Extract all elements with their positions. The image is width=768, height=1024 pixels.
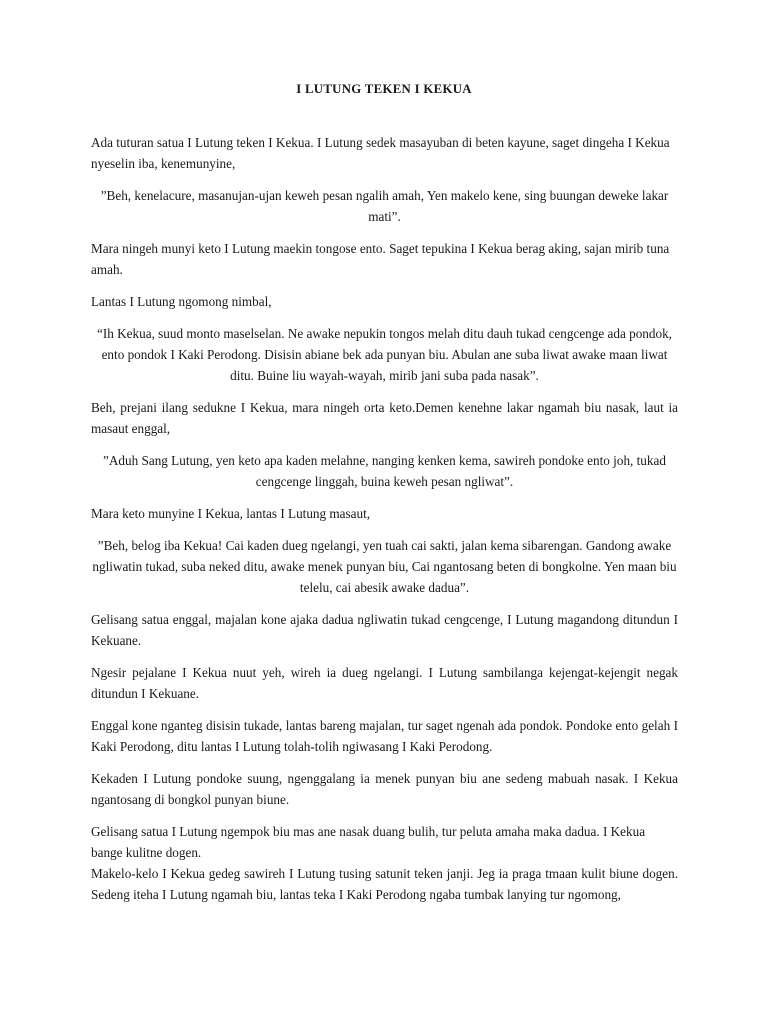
quote-lutung-offer: “Ih Kekua, suud monto maselselan. Ne awake nepukin tongos melah ditu dauh tukad cengcenge ada pondok, ento pondok I Kaki Perodong. Disisin abiane bek ada punyan biu. Abulan ane suba liwat awake maan liwat ditu. Buine liu wayah-wayah, mirib jani suba pada nasak”. xyxy=(97,326,672,383)
paragraph-swimming: Ngesir pejalane I Kekua nuut yeh, wireh ia dueg ngelangi. I Lutung sambilanga kejengat-kejengit negak ditundun I Kekuane. xyxy=(91,665,678,701)
paragraph-arrival: Enggal kone nganteg disisin tukade, lantas bareng majalan, tur saget ngenah ada pondok. Pondoke ento gelah I Kaki Perodong, ditu lantas I Lutung tolah-tolih ngiwasang I Kaki Perodong. xyxy=(91,718,678,754)
paragraph-lutung-replies: Mara keto munyine I Kekua, lantas I Lutung masaut, xyxy=(91,506,371,521)
document-body xyxy=(91,132,678,916)
paragraph-lutung-speaks: Lantas I Lutung ngomong nimbal, xyxy=(91,294,272,309)
quote-lutung-plan: ”Beh, belog iba Kekua! Cai kaden dueg ngelangi, yen tuah cai sakti, jalan kema sibarengan. Gandong awake ngliwatin tukad, suba neked ditu, awake menek punyan biu, Cai ngantosang beten di bongkolne. Yen maan biu telelu, cai abesik awake dadua”. xyxy=(92,538,677,595)
paragraph-kaki-arrives: Makelo-kelo I Kekua gedeg sawireh I Lutung tusing satunit teken janji. Jeg ia praga tmaan kulit biune dogen. Sedeng iteha I Lutung ngamah biu, lantas teka I Kaki Perodong ngaba tumbak lanying tur ngomong, xyxy=(91,866,678,902)
paragraph-climbing: Kekaden I Lutung pondoke suung, ngenggalang ia menek punyan biu ane sedeng mabuah nasak. I Kekua ngantosang di bongkol punyan biune. xyxy=(91,771,678,807)
paragraph-kekua-glad: Beh, prejani ilang sedukne I Kekua, mara ningeh orta keto.Demen kenehne lakar ngamah biu nasak, laut ia masaut enggal, xyxy=(91,400,678,436)
paragraph-eating: Gelisang satua I Lutung ngempok biu mas ane nasak duang bulih, tur peluta amaha maka dadua. I Kekua bange kulitne dogen. xyxy=(91,824,646,860)
quote-kekua-worry: ”Aduh Sang Lutung, yen keto apa kaden melahne, nanging kenken kema, sawireh pondoke ento joh, tukad cengcenge linggah, buina keweh pesan ngliwat”. xyxy=(103,453,666,489)
paragraph-opening: Ada tuturan satua I Lutung teken I Kekua. I Lutung sedek masayuban di beten kayune, saget dingeha I Kekua nyeselin iba, kenemunyine, xyxy=(91,135,670,171)
paragraph-crossing: Gelisang satua enggal, majalan kone ajaka dadua ngliwatin tukad cengcenge, I Lutung magandong ditundun I Kekuane. xyxy=(91,612,678,648)
quote-kekua-lament: ”Beh, kenelacure, masanujan-ujan keweh pesan ngalih amah, Yen makelo kene, sing buungan deweke lakar mati”. xyxy=(100,188,669,224)
paragraph-lutung-approaches: Mara ningeh munyi keto I Lutung maekin tongose ento. Saget tepukina I Kekua berag aking, sajan mirib tuna amah. xyxy=(91,241,670,277)
document-title: I LUTUNG TEKEN I KEKUA xyxy=(296,82,472,96)
